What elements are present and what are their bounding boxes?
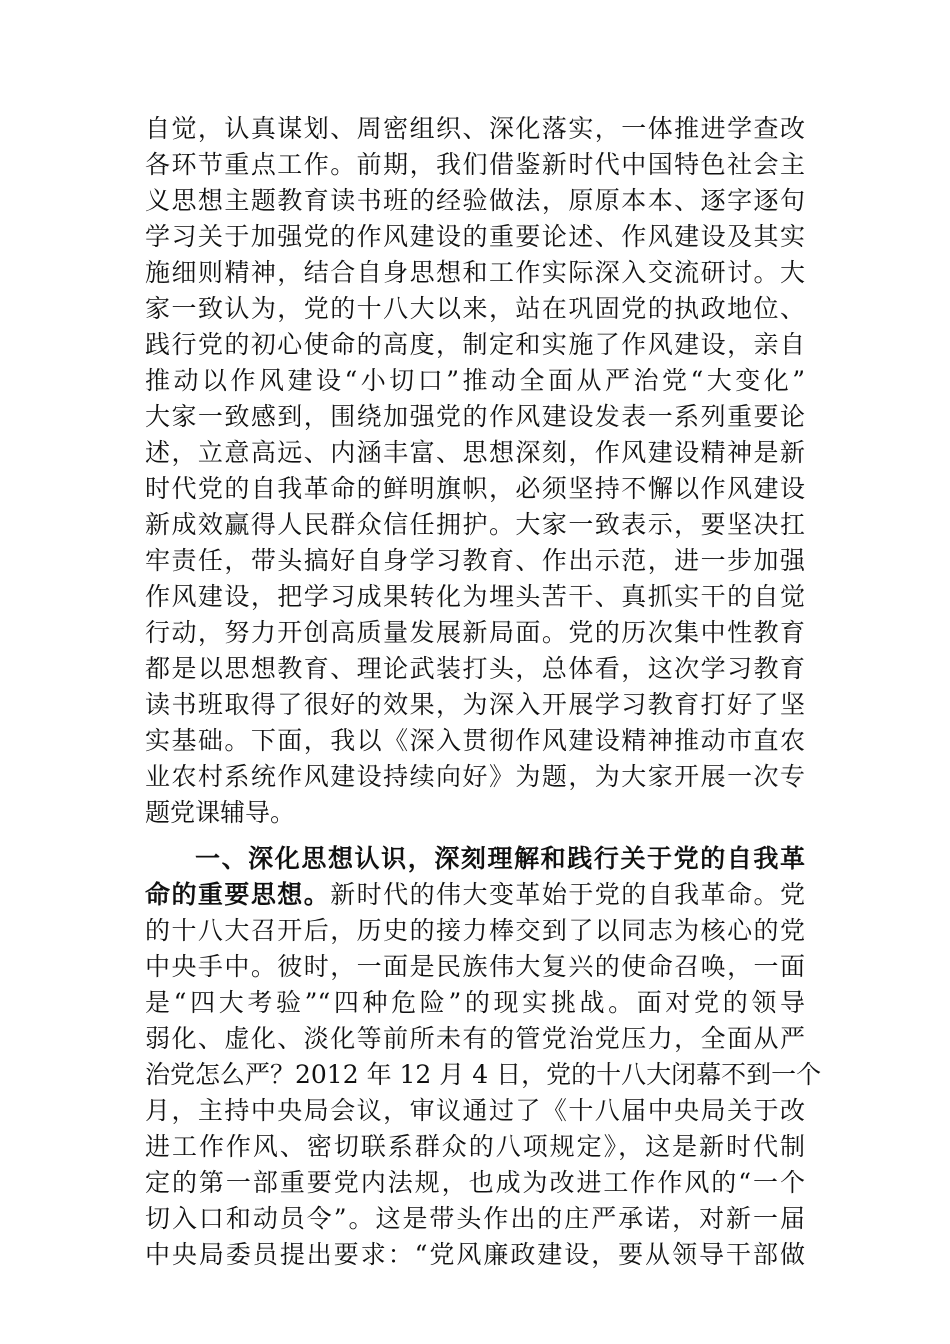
- paragraph-line: 践行党的初心使命的高度，制定和实施了作风建设，亲自: [145, 330, 805, 359]
- paragraph-line: 月，主持中央局会议，审议通过了《十八届中央局关于改: [145, 1096, 805, 1125]
- paragraph-line: 义思想主题教育读书班的经验做法，原原本本、逐字逐句: [145, 186, 805, 215]
- paragraph-line: 述，立意高远、内涵丰富、思想深刻，作风建设精神是新: [145, 438, 805, 467]
- paragraph-1: [145, 111, 805, 831]
- paragraph-line: 推动以作风建设“小切口”推动全面从严治党“大变化”: [145, 366, 805, 395]
- paragraph-line: 行动，努力开创高质量发展新局面。党的历次集中性教育: [145, 618, 805, 647]
- paragraph-line: 学习关于加强党的作风建设的重要论述、作风建设及其实: [145, 222, 805, 251]
- paragraph-gap: [145, 831, 805, 841]
- paragraph-line: 自觉，认真谋划、周密组织、深化落实，一体推进学查改: [145, 114, 805, 143]
- paragraph-line: 业农村系统作风建设持续向好》为题，为大家开展一次专: [145, 762, 805, 791]
- paragraph-line: 时代党的自我革命的鲜明旗帜，必须坚持不懈以作风建设: [145, 474, 805, 503]
- document-page: [145, 111, 822, 1273]
- paragraph-line: 是“四大考验”“四种危险”的现实挑战。面对党的领导: [145, 988, 805, 1017]
- paragraph-line: 进工作作风、密切联系群众的八项规定》，这是新时代制: [145, 1132, 805, 1161]
- paragraph-line: 施细则精神，结合自身思想和工作实际深入交流研讨。大: [145, 258, 805, 287]
- paragraph-line: 家一致认为，党的十八大以来，站在巩固党的执政地位、: [145, 294, 805, 323]
- paragraph-line: 新成效赢得人民群众信任拥护。大家一致表示，要坚决扛: [145, 510, 805, 539]
- paragraph-line: 中央局委员提出要求：“党风廉政建设，要从领导干部做: [145, 1240, 805, 1269]
- paragraph-line: 各环节重点工作。前期，我们借鉴新时代中国特色社会主: [145, 150, 805, 179]
- paragraph-line: 作风建设，把学习成果转化为埋头苦干、真抓实干的自觉: [145, 582, 805, 611]
- paragraph-line: 牢责任，带头搞好自身学习教育、作出示范，进一步加强: [145, 546, 805, 575]
- paragraph-line: 定的第一部重要党内法规，也成为改进工作作风的“一个: [145, 1168, 805, 1197]
- paragraph-line: 题党课辅导。: [145, 798, 296, 827]
- section-heading-end: 命的重要思想。: [145, 880, 331, 909]
- paragraph-line: 的十八大召开后，历史的接力棒交到了以同志为核心的党: [145, 916, 805, 945]
- paragraph-line: 切入口和动员令”。这是带头作出的庄严承诺，对新一届: [145, 1204, 805, 1233]
- paragraph-line: 弱化、虚化、淡化等前所未有的管党治党压力，全面从严: [145, 1024, 805, 1053]
- paragraph-text: 新时代的伟大变革始于党的自我革命。党: [330, 880, 805, 909]
- paragraph-line: 治党怎么严？2012 年 12 月 4 日，党的十八大闭幕不到一个: [145, 1060, 822, 1089]
- paragraph-line: 实基础。下面，我以《深入贯彻作风建设精神推动市直农: [145, 726, 805, 755]
- paragraph-line: [145, 877, 805, 913]
- paragraph-line: 读书班取得了很好的效果，为深入开展学习教育打好了坚: [145, 690, 805, 719]
- paragraph-line: 都是以思想教育、理论武装打头，总体看，这次学习教育: [145, 654, 805, 683]
- paragraph-line: 中央手中。彼时，一面是民族伟大复兴的使命召唤，一面: [145, 952, 805, 981]
- paragraph-line: 大家一致感到，围绕加强党的作风建设发表一系列重要论: [145, 402, 805, 431]
- paragraph-2: [145, 841, 822, 1273]
- section-heading-line: [145, 841, 805, 877]
- section-heading: 一、深化思想认识，深刻理解和践行关于党的自我革: [195, 844, 805, 873]
